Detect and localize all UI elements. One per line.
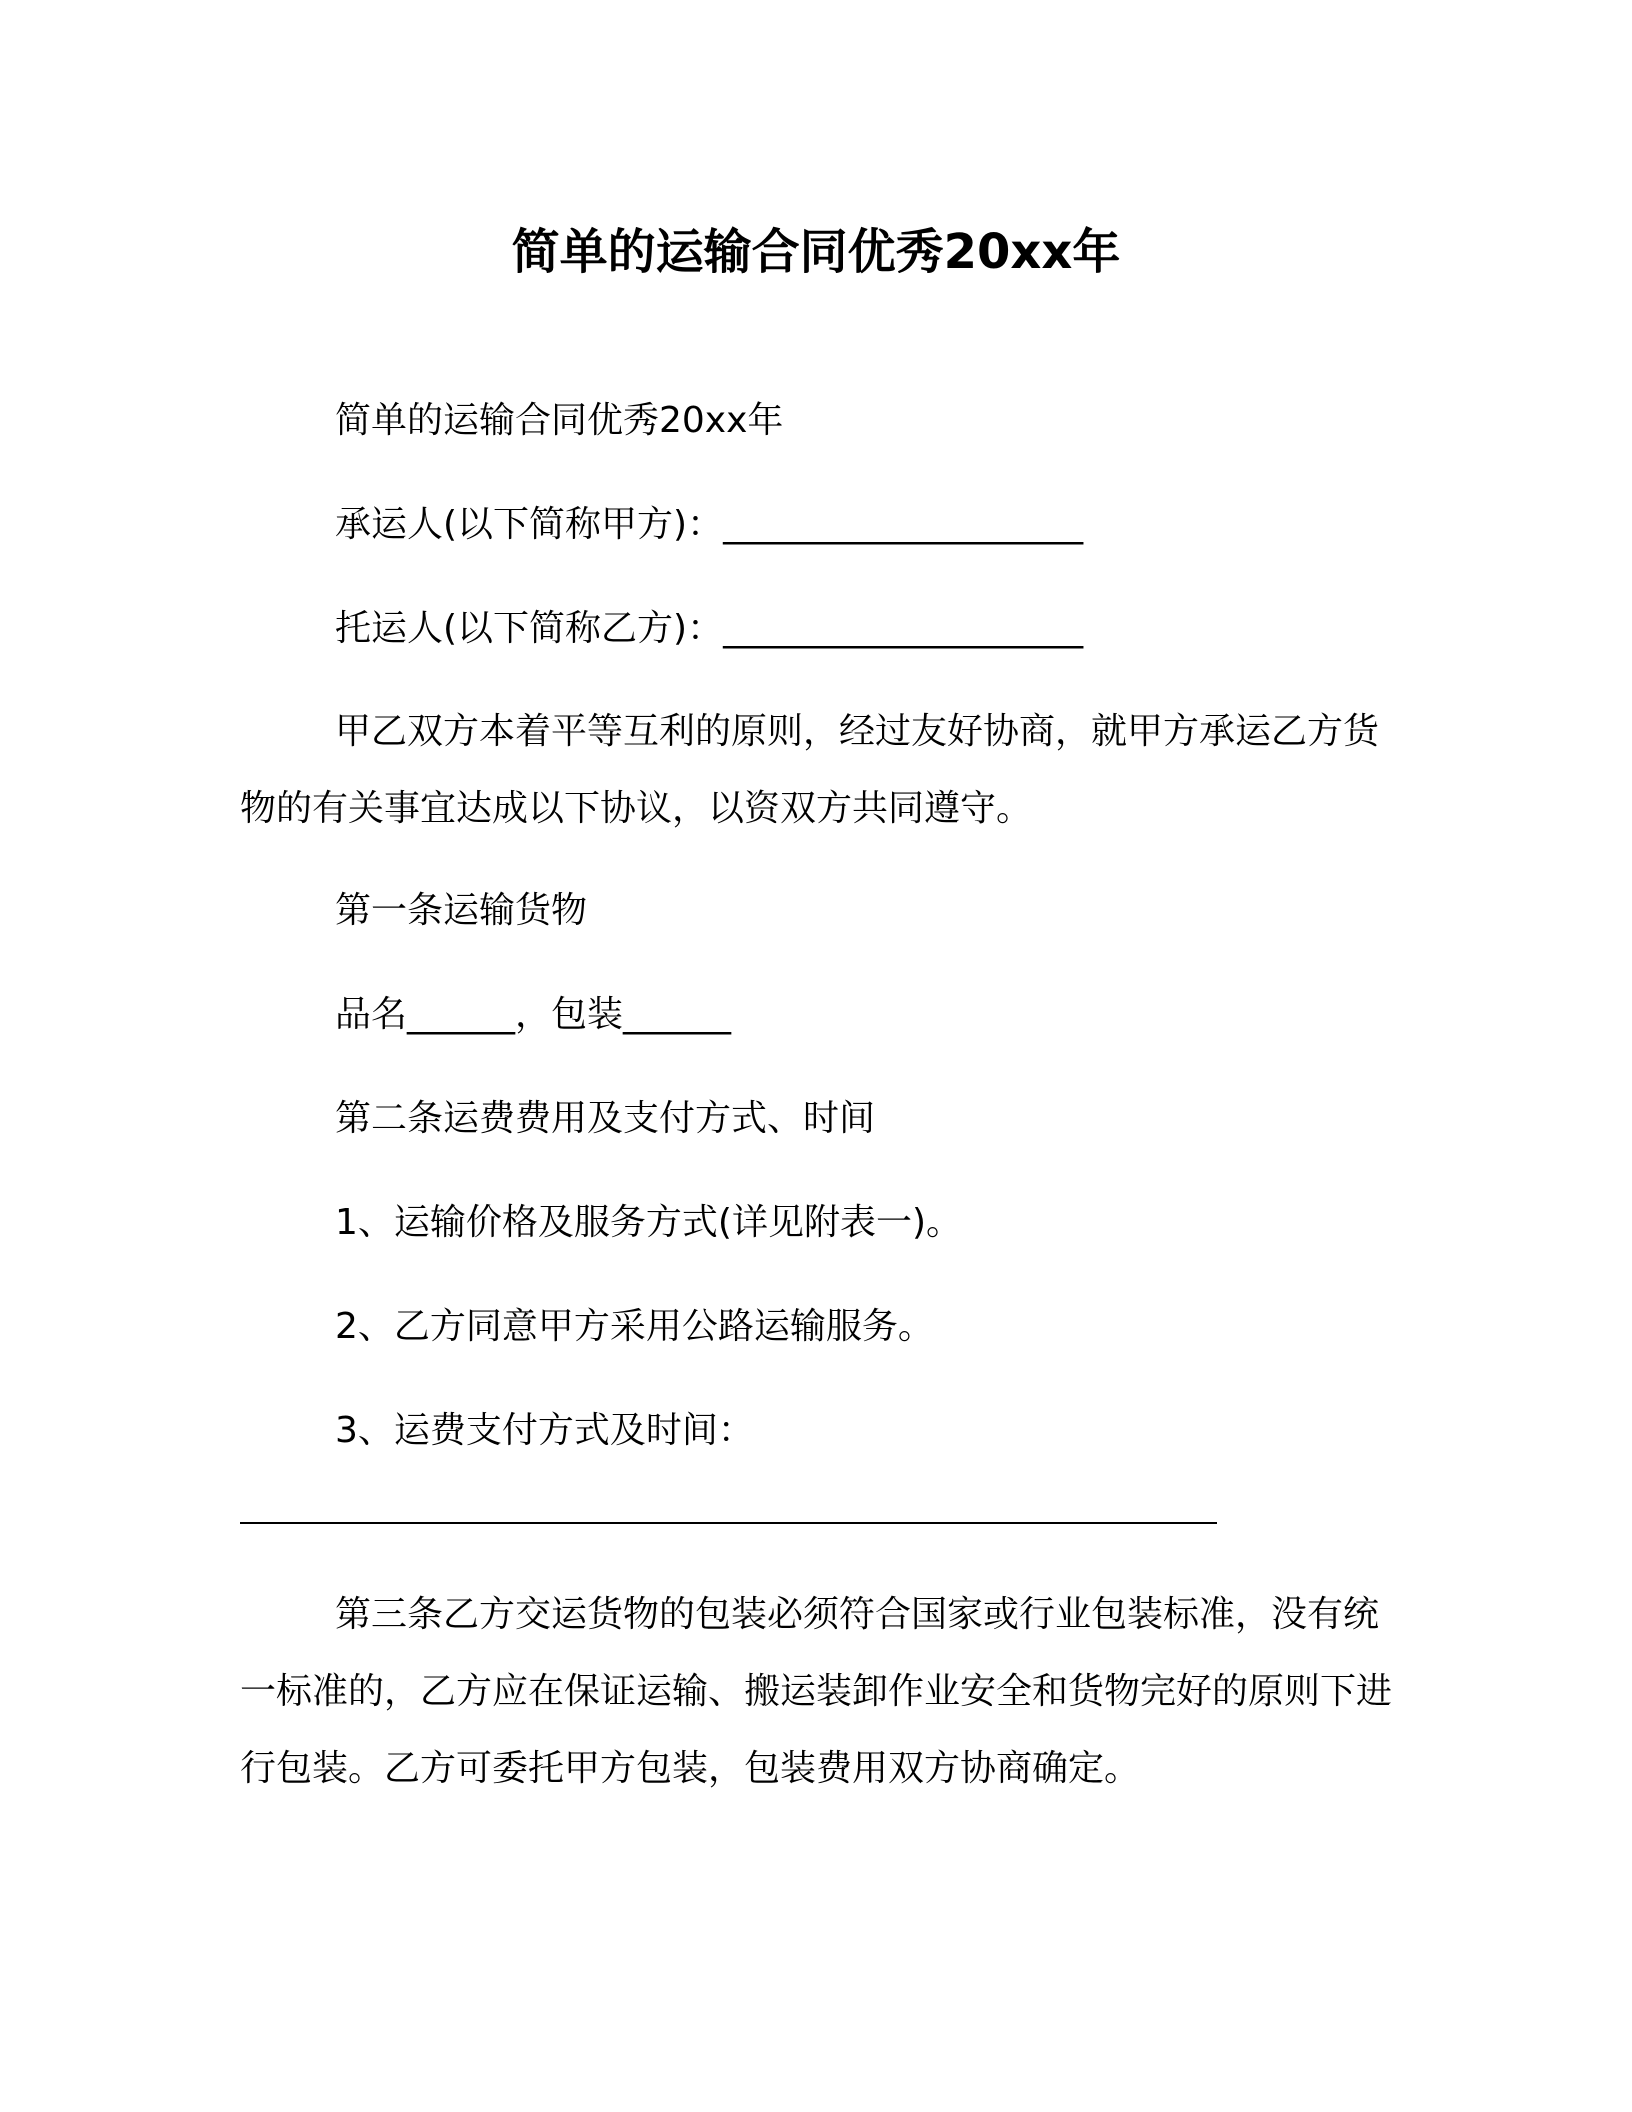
article2-item-2: 2、乙方同意甲方采用公路运输服务。 <box>335 1306 934 1347</box>
article2-item-1: 1、运输价格及服务方式(详见附表一)。 <box>335 1202 962 1243</box>
article2-item-3: 3、运费支付方式及时间： <box>335 1410 754 1451</box>
article3-paragraph: 第三条乙方交运货物的包装必须符合国家或行业包装标准，没有统一标准的，乙方应在保证运输、搬运装卸作业安全和货物完好的原则下进行包装。乙方可委托甲方包装，包装费用双方协商确定。 <box>240 1594 1393 1789</box>
shipper-line: 托运人(以下简称乙方)：____________________ <box>335 608 1084 649</box>
preamble-paragraph: 甲乙双方本着平等互利的原则，经过友好协商，就甲方承运乙方货物的有关事宜达成以下协议，以资双方共同遵守。 <box>240 711 1380 829</box>
document-title: 简单的运输合同优秀20xx年 <box>511 224 1121 280</box>
article2-heading: 第二条运费费用及支付方式、时间 <box>335 1098 876 1139</box>
payment-blank-rule <box>240 1522 1217 1524</box>
article1-heading: 第一条运输货物 <box>335 890 588 931</box>
document-subtitle: 简单的运输合同优秀20xx年 <box>335 400 784 441</box>
carrier-line: 承运人(以下简称甲方)：____________________ <box>335 504 1084 545</box>
article1-goods-line: 品名______，包装______ <box>335 994 732 1035</box>
